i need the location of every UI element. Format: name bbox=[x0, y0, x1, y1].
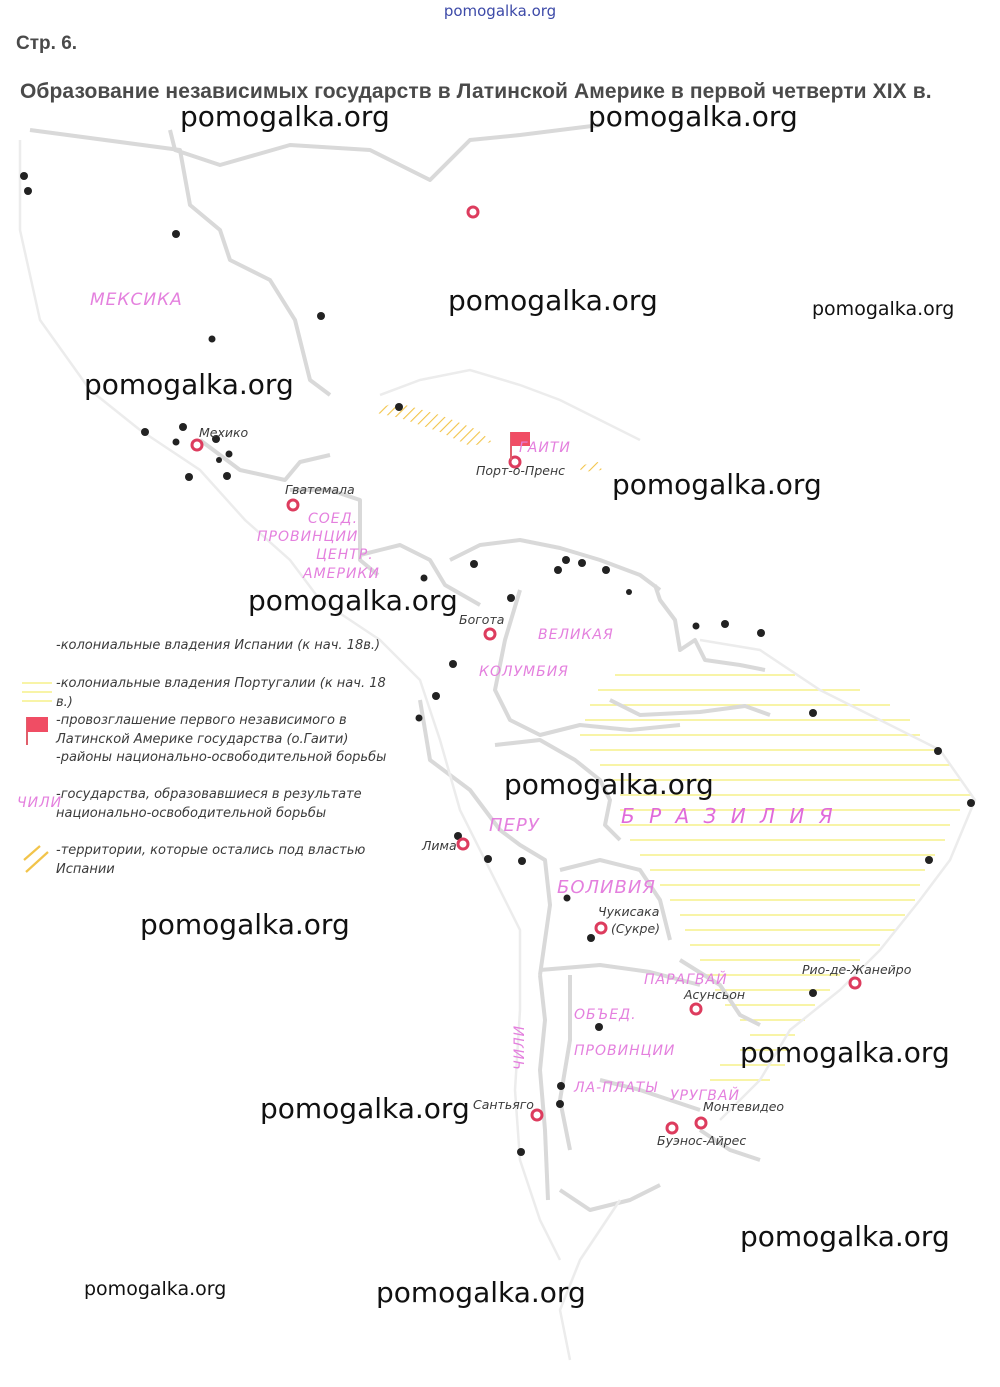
city-label-lima: Лима bbox=[422, 838, 457, 853]
legend-item-new-states: -государства, образовавшиеся в результате национально-освободительной борьбы bbox=[56, 787, 362, 821]
capital-marker-bogota bbox=[485, 629, 495, 639]
city-label-asuncion: Асунсьон bbox=[684, 987, 746, 1002]
city-label-santiago: Сантьяго bbox=[473, 1097, 534, 1112]
state-label-gran-colombia-2: КОЛУМБИЯ bbox=[479, 664, 569, 680]
state-label-la-plata-2: ПРОВИНЦИИ bbox=[574, 1043, 676, 1059]
spain-remaining-hatch bbox=[372, 402, 602, 472]
legend-item-spain-remaining: -территории, которые остались под властью Испании bbox=[56, 843, 366, 877]
capital-marker-chuquisaca bbox=[596, 923, 606, 933]
state-label-central-america-1: СОЕД. bbox=[308, 511, 359, 527]
state-label-mexico: МЕКСИКА bbox=[90, 290, 183, 310]
city-label-montevideo: Монтевидео bbox=[703, 1099, 785, 1114]
watermark: pomogalka.org bbox=[140, 908, 350, 941]
city-label-port-au-prince: Порт-о-Пренс bbox=[476, 463, 566, 478]
capital-marker-mexico-city bbox=[192, 440, 202, 450]
capital-marker-rio bbox=[850, 978, 860, 988]
capital-marker-guatemala bbox=[288, 500, 298, 510]
state-label-paraguay: ПАРАГВАЙ bbox=[644, 972, 728, 988]
watermark: pomogalka.org bbox=[740, 1036, 950, 1069]
state-label-la-plata-3: ЛА-ПЛАТЫ bbox=[574, 1080, 658, 1096]
legend-item-struggle-regions: -районы национально-освободительной борьбы bbox=[56, 750, 387, 765]
watermark: pomogalka.org bbox=[84, 1278, 227, 1300]
page-label: Стр. 6. bbox=[16, 33, 78, 54]
watermark: pomogalka.org bbox=[504, 768, 714, 801]
state-label-chile: ЧИЛИ bbox=[512, 1024, 528, 1070]
watermark: pomogalka.org bbox=[612, 468, 822, 501]
city-label-rio: Рио-де-Жанейро bbox=[802, 962, 912, 977]
legend-item-portugal-colonies: -колониальные владения Португалии (к нач. 18 в.) bbox=[56, 676, 386, 710]
legend-symbol-hatch bbox=[24, 846, 48, 872]
state-label-uruguay: УРУГВАЙ bbox=[670, 1088, 740, 1104]
state-label-brazil: Б Р А З И Л И Я bbox=[621, 804, 837, 828]
watermark: pomogalka.org bbox=[588, 100, 798, 133]
state-label-bolivia: БОЛИВИЯ bbox=[557, 877, 656, 898]
city-label-mexico-city: Мехико bbox=[199, 425, 249, 440]
watermark: pomogalka.org bbox=[248, 584, 458, 617]
watermark: pomogalka.org bbox=[84, 368, 294, 401]
legend-symbol-state-name: ЧИЛИ bbox=[17, 795, 63, 811]
map-title: Образование независимых государств в Латинской Америке в первой четверти XIX в. bbox=[20, 80, 932, 103]
legend-item-spain-colonies: -колониальные владения Испании (к нач. 18в.) bbox=[56, 638, 381, 653]
city-label-chuquisaca-1: Чукисака bbox=[598, 904, 660, 919]
capital-marker-montevideo bbox=[696, 1118, 706, 1128]
state-label-haiti: ГАИТИ bbox=[519, 440, 571, 456]
state-label-central-america-4: АМЕРИКИ bbox=[303, 566, 380, 582]
legend-symbol-portugal bbox=[22, 683, 52, 701]
city-label-chuquisaca-2: (Сукре) bbox=[611, 921, 661, 936]
watermark: pomogalka.org bbox=[180, 100, 390, 133]
site-header[interactable]: pomogalka.org bbox=[443, 2, 557, 20]
capital-marker-lima bbox=[458, 839, 468, 849]
city-label-guatemala: Гватемала bbox=[285, 482, 355, 497]
legend-item-haiti-flag: -провозглашение первого независимого в Латинской Америке государства (о.Гаити) bbox=[56, 713, 349, 747]
state-label-la-plata-1: ОБЪЕД. bbox=[574, 1007, 637, 1023]
legend-symbol-flag-icon bbox=[27, 717, 48, 745]
watermark: pomogalka.org bbox=[376, 1276, 586, 1309]
watermark: pomogalka.org bbox=[448, 284, 658, 317]
capital-marker-asuncion bbox=[691, 1004, 701, 1014]
capital-marker-north bbox=[468, 207, 478, 217]
city-label-bogota: Богота bbox=[459, 612, 505, 627]
state-label-central-america-3: ЦЕНТР. bbox=[316, 547, 374, 563]
state-label-peru: ПЕРУ bbox=[489, 815, 540, 836]
watermark: pomogalka.org bbox=[260, 1092, 470, 1125]
state-label-central-america-2: ПРОВИНЦИИ bbox=[257, 529, 359, 545]
city-label-buenos-aires: Буэнос-Айрес bbox=[657, 1133, 747, 1148]
capital-marker-buenos-aires bbox=[667, 1123, 677, 1133]
watermark: pomogalka.org bbox=[812, 298, 955, 320]
state-label-gran-colombia-1: ВЕЛИКАЯ bbox=[538, 627, 614, 643]
watermark: pomogalka.org bbox=[740, 1220, 950, 1253]
